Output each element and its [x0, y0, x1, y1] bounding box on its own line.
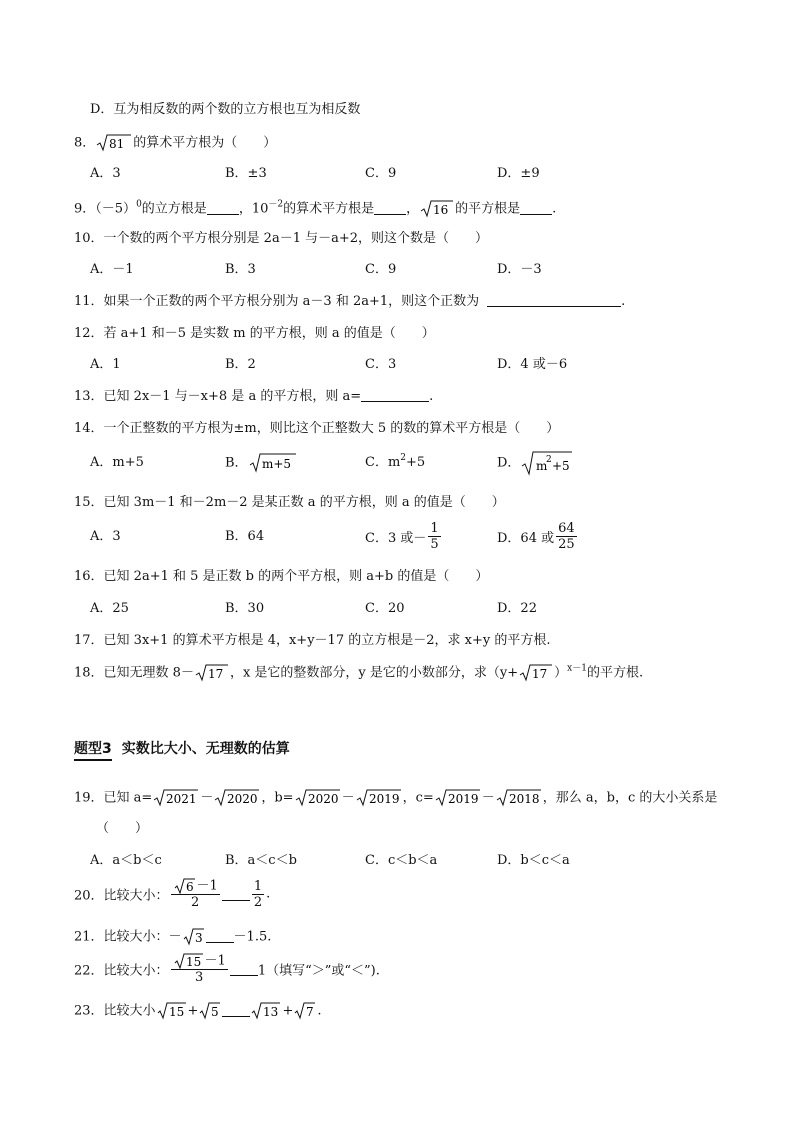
- sqrt-13: [251, 1002, 281, 1020]
- svg-text:3: 3: [194, 931, 203, 945]
- q14-option-b: [225, 453, 298, 473]
- q9-number: 9．: [74, 201, 96, 217]
- sqrt-3: [183, 928, 205, 946]
- q19-text: 19．已知 a=: [74, 790, 153, 806]
- section-heading: [74, 738, 290, 761]
- q18-text: ）: [554, 665, 568, 681]
- denominator: 5: [430, 537, 439, 552]
- svg-text:6: 6: [185, 880, 194, 894]
- q9-text: ，: [406, 201, 420, 217]
- q19-option-b: B．a＜c＜b: [225, 853, 297, 868]
- sqrt-2019: [356, 789, 402, 807]
- q18-text: 18．已知无理数 8－: [74, 665, 194, 681]
- answer-blank: [520, 202, 552, 215]
- q15-option-b: B．64: [225, 529, 265, 544]
- q18-text: 的平方根.: [586, 665, 644, 681]
- q19-option-d: D．b＜c＜a: [497, 853, 570, 868]
- answer-blank: [222, 888, 250, 901]
- option-text: +5: [406, 455, 426, 470]
- svg-text:7: 7: [306, 1005, 314, 1019]
- sqrt-m-plus-5: [249, 453, 297, 473]
- question-10: 10．一个数的两个平方根分别是 2a－1 与－a+2，则这个数是（ ）: [74, 231, 489, 246]
- option-text: C．3 或－: [365, 531, 427, 546]
- question-9: [74, 200, 556, 218]
- svg-text:13: 13: [263, 1005, 279, 1019]
- fraction-one-fifth: [428, 521, 440, 552]
- q21-text: －1.5.: [233, 929, 272, 945]
- plus-sign: +: [282, 1003, 294, 1019]
- q20-text: 20．比较大小：: [74, 888, 169, 904]
- fraction-one-half: [252, 879, 264, 910]
- q15-option-a: A．3: [90, 529, 121, 544]
- sqrt-2018: [496, 789, 542, 807]
- question-13: [74, 389, 433, 405]
- svg-text:2020: 2020: [227, 792, 258, 806]
- denominator: 2: [253, 894, 263, 910]
- answer-blank: [374, 202, 406, 215]
- sqrt-81-radicand: 81: [109, 137, 125, 151]
- q15-option-d: [497, 521, 579, 552]
- q19-text: ，b=: [261, 790, 294, 806]
- q9-text: ，10: [238, 201, 269, 217]
- question-23: [74, 1002, 322, 1020]
- minus-sign: －: [481, 790, 495, 806]
- sqrt-5: [199, 1002, 221, 1020]
- answer-blank: [487, 294, 621, 307]
- svg-text:m+5: m+5: [261, 457, 291, 471]
- svg-text:2: 2: [546, 455, 553, 465]
- q10-option-a: A．－1: [90, 262, 134, 277]
- section-tag: 题型3: [74, 738, 112, 761]
- q16-option-c: C．20: [365, 601, 405, 616]
- svg-text:17: 17: [207, 667, 224, 681]
- q12-option-c: C．3: [365, 357, 397, 372]
- question-12: 12．若 a+1 和－5 是实数 m 的平方根，则 a 的值是（ ）: [74, 326, 435, 341]
- q19-option-a: A．a＜b＜c: [90, 853, 162, 868]
- question-14: 14．一个正整数的平方根为±m，则比这个正整数大 5 的数的算术平方根是（ ）: [74, 421, 560, 436]
- q13-text: 13．已知 2x－1 与－x+8 是 a 的平方根，则 a=: [74, 389, 362, 404]
- svg-text:2020: 2020: [307, 792, 339, 806]
- q14-option-a: A．m+5: [90, 455, 144, 470]
- q8-option-b: B．±3: [225, 166, 267, 181]
- q12-option-b: B．2: [225, 357, 256, 372]
- question-8: [74, 134, 276, 152]
- q9-text: .: [552, 201, 557, 217]
- denominator: 3: [195, 970, 204, 985]
- q16-option-a: A．25: [90, 601, 129, 616]
- plus-sign: +: [187, 1003, 199, 1019]
- option-text: C．m: [365, 455, 401, 470]
- q16-option-d: D．22: [497, 601, 537, 616]
- q19-option-c: C．c＜b＜a: [365, 853, 438, 868]
- svg-text:2019: 2019: [447, 792, 479, 806]
- question-22: [74, 953, 380, 985]
- q7-option-d: D．互为相反数的两个数的立方根也互为相反数: [90, 102, 361, 117]
- fraction-sqrt15-minus-1-over-3: [171, 953, 228, 985]
- q22-text: 22．比较大小：: [74, 963, 169, 979]
- numerator-rest: －1: [196, 878, 218, 894]
- q9-text: 的平方根是: [455, 201, 521, 217]
- q9-exponent: 0: [136, 199, 142, 210]
- sqrt-7: [294, 1002, 316, 1020]
- question-11: [74, 294, 625, 310]
- option-label: D．: [497, 455, 521, 471]
- answer-blank: [206, 930, 234, 943]
- svg-text:15: 15: [185, 955, 201, 969]
- q23-end: .: [317, 1003, 322, 1019]
- question-21: [74, 928, 271, 946]
- q19-text: ，c=: [402, 790, 434, 806]
- svg-text:15: 15: [168, 1005, 184, 1019]
- numerator: 1: [430, 521, 439, 536]
- answer-blank: [230, 963, 258, 976]
- q8-text: 的算术平方根为（ ）: [133, 135, 277, 151]
- question-16: 16．已知 2a+1 和 5 是正数 b 的两个平方根，则 a+b 的值是（ ）: [74, 569, 489, 584]
- q9-text: （－5）: [95, 201, 137, 217]
- svg-text:2018: 2018: [508, 792, 540, 806]
- numerator: [171, 953, 228, 970]
- sqrt-16: [420, 200, 454, 218]
- q16-option-b: B．30: [225, 601, 265, 616]
- q8-number: 8．: [74, 135, 96, 151]
- numerator: 1: [253, 878, 263, 894]
- q11-text: 11．如果一个正数的两个平方根分别为 a－3 和 2a+1，则这个正数为: [74, 294, 480, 309]
- q14-option-c: [365, 455, 425, 471]
- answer-blank: [222, 1004, 250, 1017]
- question-17: 17．已知 3x+1 的算术平方根是 4，x+y－17 的立方根是－2，求 x+y 的平方根.: [74, 633, 551, 648]
- q12-option-d: D．4 或－6: [497, 357, 568, 372]
- question-15: 15．已知 3m－1 和－2m－2 是某正数 a 的平方根，则 a 的值是（ ）: [74, 495, 505, 510]
- q22-text: 1（填写“＞”或“＜”).: [257, 963, 380, 979]
- svg-text:5: 5: [211, 1005, 220, 1019]
- svg-text:+5: +5: [552, 459, 571, 473]
- sqrt-81: [96, 134, 132, 152]
- svg-text:m: m: [536, 459, 548, 473]
- q10-option-c: C．9: [365, 262, 397, 277]
- q8-option-d: D．±9: [497, 166, 540, 181]
- question-20: [74, 878, 270, 910]
- answer-blank: [361, 389, 429, 402]
- sqrt-2021: [153, 789, 199, 807]
- q23-text: 23．比较大小: [74, 1003, 156, 1019]
- numerator: [171, 878, 220, 895]
- q10-option-d: D．－3: [497, 262, 542, 277]
- svg-text:2019: 2019: [368, 792, 400, 806]
- q9-text: 的立方根是: [141, 201, 207, 217]
- answer-blank: [207, 202, 239, 215]
- sqrt-6: [174, 878, 196, 894]
- question-19: [74, 789, 717, 807]
- q15-option-c: [365, 521, 443, 552]
- svg-text:16: 16: [433, 203, 449, 217]
- q9-exponent: －2: [268, 199, 284, 210]
- q9-text: 的算术平方根是: [283, 201, 375, 217]
- q14-option-d: [497, 450, 574, 476]
- sqrt-2020: [214, 789, 260, 807]
- sqrt-m-squared-plus-5: [521, 450, 573, 476]
- minus-sign: －: [341, 790, 355, 806]
- q18-text: ，x 是它的整数部分，y 是它的小数部分，求（y+: [229, 665, 519, 681]
- sqrt-2019: [435, 789, 481, 807]
- sqrt-15: [157, 1002, 187, 1020]
- section-title: 实数比大小、无理数的估算: [121, 741, 290, 757]
- denominator: 2: [191, 895, 200, 910]
- q19-text: ，那么 a，b，c 的大小关系是: [542, 790, 718, 806]
- q13-end: .: [429, 389, 434, 404]
- question-18: [74, 664, 643, 682]
- q10-option-b: B．3: [225, 262, 256, 277]
- q19-paren: （ ）: [96, 821, 149, 836]
- denominator: 25: [558, 537, 575, 552]
- option-label: B．: [225, 455, 248, 471]
- q21-text: 21．比较大小：－: [74, 929, 182, 945]
- q8-option-a: A．3: [90, 166, 121, 181]
- numerator: 64: [558, 521, 575, 536]
- sqrt-17: [195, 664, 229, 682]
- numerator-rest: －1: [204, 953, 226, 969]
- exponent: x－1: [567, 663, 587, 674]
- minus-sign: －: [200, 790, 214, 806]
- sqrt-2020: [295, 789, 341, 807]
- sqrt-17: [519, 664, 553, 682]
- svg-text:2021: 2021: [166, 792, 197, 806]
- sqrt-15: [174, 953, 204, 969]
- exponent: 2: [400, 453, 407, 463]
- fraction-sqrt6-minus-1-over-2: [171, 878, 220, 910]
- svg-text:17: 17: [532, 667, 548, 681]
- q20-end: .: [266, 886, 271, 902]
- q8-option-c: C．9: [365, 166, 397, 181]
- q12-option-a: A．1: [90, 357, 121, 372]
- q11-end: .: [621, 294, 626, 309]
- fraction-64-25: [556, 521, 577, 552]
- option-text: D．64 或: [497, 531, 555, 546]
